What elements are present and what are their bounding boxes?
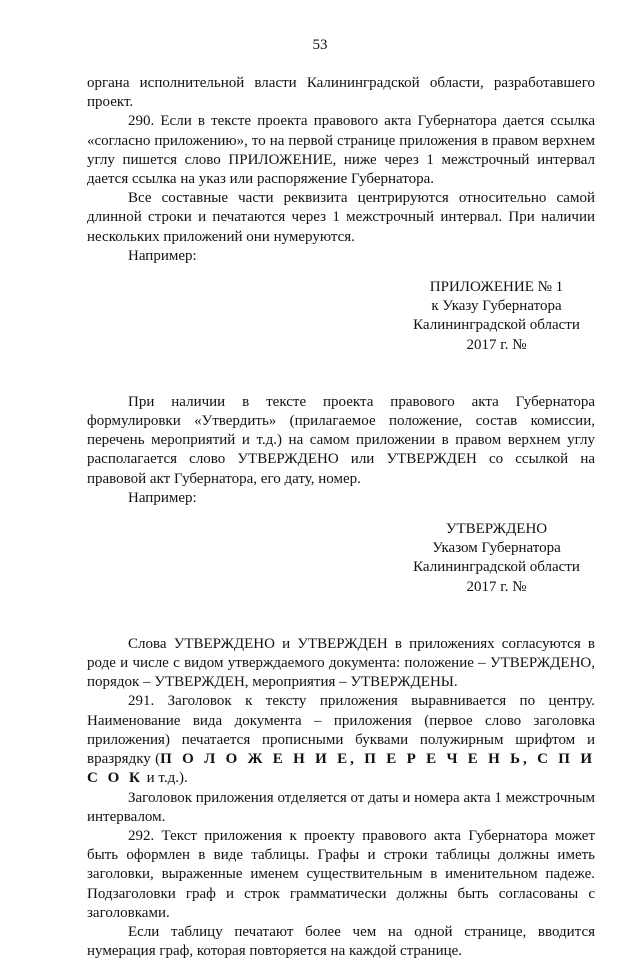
example-label-2: Например: [128, 489, 197, 506]
paragraph-290: 290. Если в тексте проекта правового акта Губернатора дается ссылка «согласно приложению», то на первой странице приложения в правом верхнем углу пишется слово ПРИЛОЖЕНИЕ, ниже через 1 межстрочный интервал дается ссылка на указ или распоряжение Губернатора. [87, 113, 595, 188]
example-line: 2017 г. № [466, 336, 527, 353]
example-utverzhdeno-block [398, 520, 595, 597]
document-body [87, 74, 595, 961]
example-label-1: Например: [128, 247, 197, 264]
example-line: к Указу Губернатора [431, 298, 562, 315]
paragraph-utverdit: При наличии в тексте проекта правового акта Губернатора формулировки «Утвердить» (прилагаемое положение, состав комиссии, перечень мероприятий и т.д.) на самом приложении в правом верхнем углу располагается слово УТВЕРЖДЕНО или УТВЕРЖДЕН со ссылкой на правовой акт Губернатора, его дату, номер. [87, 393, 595, 487]
paragraph-agreement: Слова УТВЕРЖДЕНО и УТВЕРЖДЕН в приложениях согласуются в роде и числе с видом утверждаемого документа: положение – УТВЕРЖДЕНО, порядок – УТВЕРЖДЕН, мероприятия – УТВЕРЖДЕНЫ. [87, 635, 595, 691]
paragraph-continuation: органа исполнительной власти Калининградской области, разработавшего проект. [87, 75, 595, 111]
paragraph-heading-spacing: Заголовок приложения отделяется от даты и номера акта 1 межстрочным интервалом. [87, 789, 595, 825]
example-prilozhenie-block [398, 278, 595, 355]
spaced-bold-words: П О Л О Ж Е Н И Е, П Е Р Е Ч Е Н Ь, С П И С О К [87, 751, 595, 787]
example-line: УТВЕРЖДЕНО [445, 521, 548, 538]
paragraph-291 [87, 692, 595, 788]
example-line: Указом Губернатора [432, 540, 561, 557]
example-line: ПРИЛОЖЕНИЕ № 1 [429, 279, 564, 296]
paragraph-291-end: и т.д.). [142, 770, 188, 787]
page-number: 53 [312, 37, 328, 53]
example-line: Калининградской области [413, 317, 580, 334]
paragraph-291-text: 291. Заголовок к тексту приложения выравнивается по центру. Наименование вида документа – приложения (первое слово заголовка приложения) печатается прописными буквами полужирным шрифтом и вразрядку ( [87, 693, 595, 768]
paragraph-centering: Все составные части реквизита центрируются относительно самой длинной строки и печатаются через 1 межстрочный интервал. При наличии нескольких приложений они нумеруются. [87, 190, 595, 245]
paragraph-table-numbering: Если таблицу печатают более чем на одной странице, вводится нумерация граф, которая повторяется на каждой странице. [87, 923, 595, 960]
example-line: 2017 г. № [466, 578, 527, 595]
example-line: Калининградской области [413, 559, 580, 576]
paragraph-292: 292. Текст приложения к проекту правового акта Губернатора может быть оформлен в виде таблицы. Графы и строки таблицы должны иметь заголовки, выраженные именем существительным в именительном падеже. Подзаголовки граф и строк грамматически должны быть согласованы с заголовками. [87, 827, 595, 921]
